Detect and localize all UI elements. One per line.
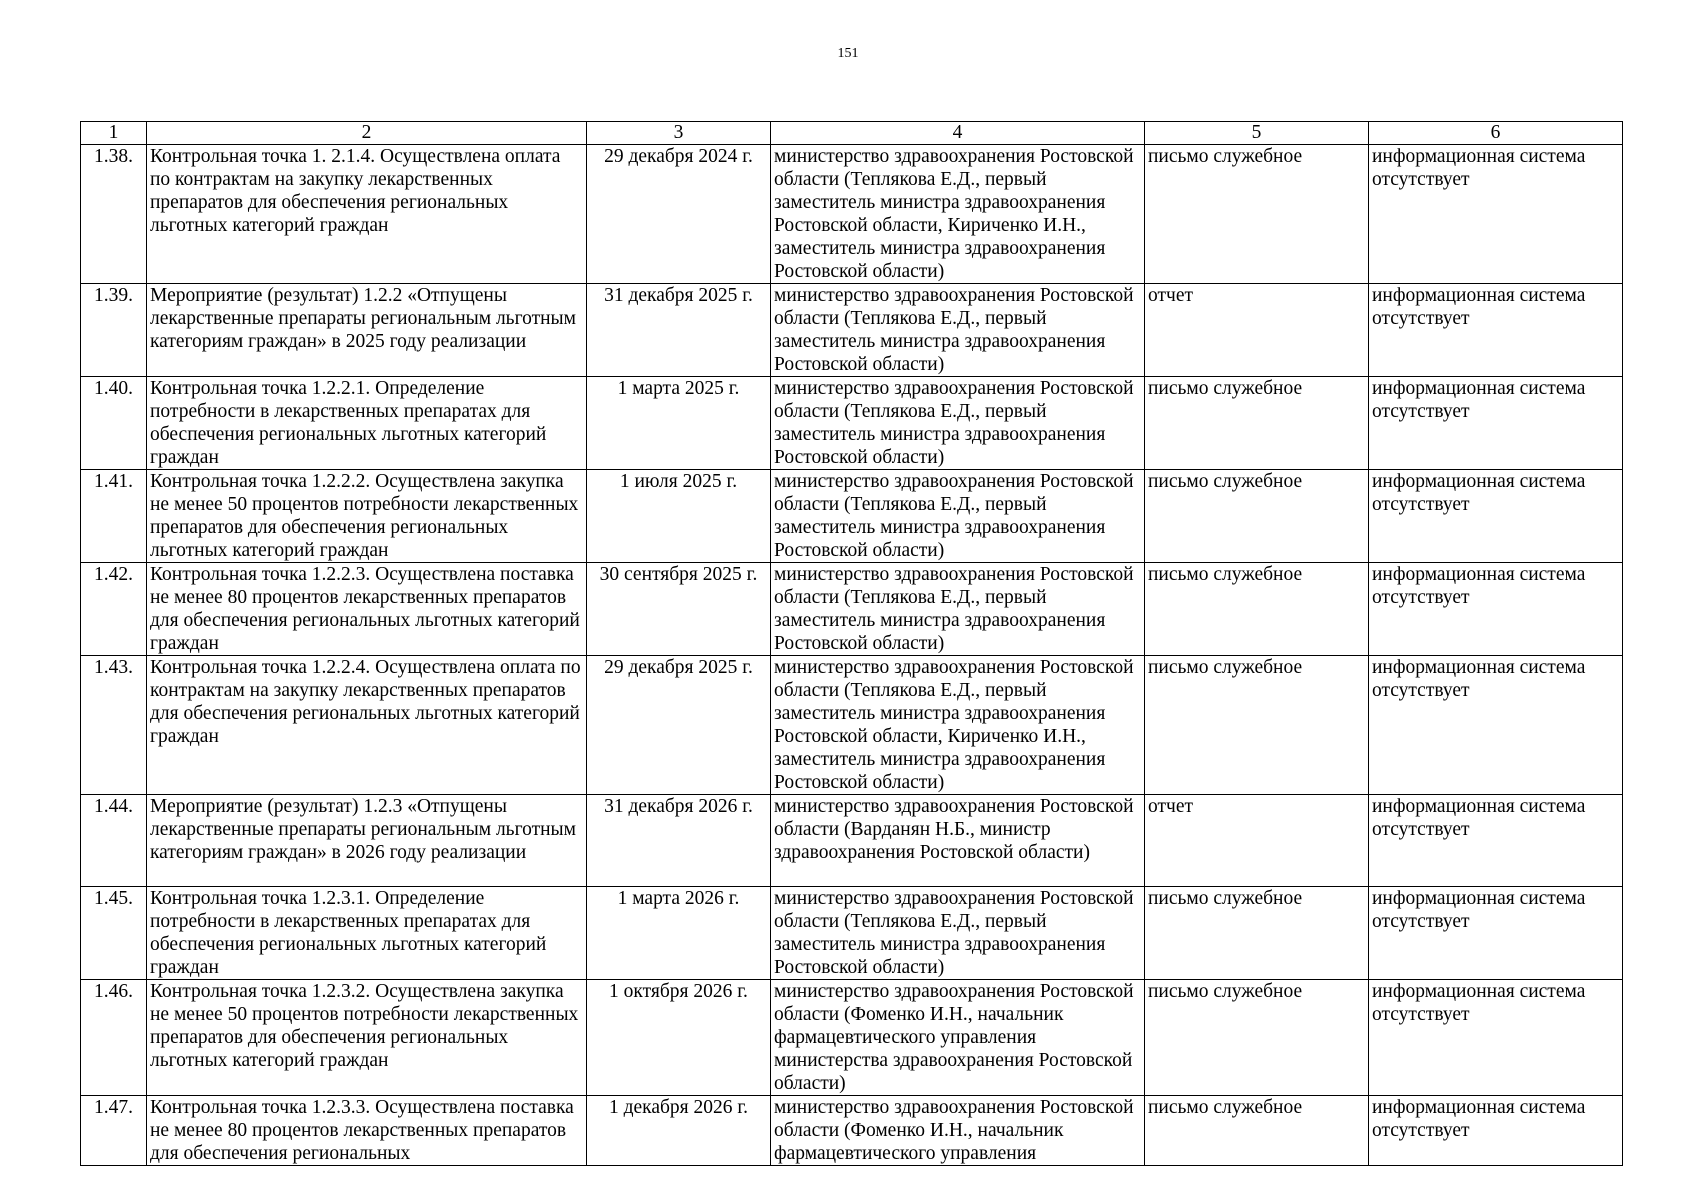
column-header: 1 (81, 122, 147, 145)
deadline-date: 30 сентября 2025 г. (587, 563, 771, 656)
row-number: 1.42. (81, 563, 147, 656)
responsible-party: министерство здравоохранения Ростовской области (Фоменко И.Н., начальник фармацевтического управления министерства здравоохранения Ростовской области) (771, 980, 1145, 1096)
responsible-party: министерство здравоохранения Ростовской области (Теплякова Е.Д., первый заместитель министра здравоохранения Ростовской области, Кириченко И.Н., заместитель министра здравоохранения Ростовской области) (771, 145, 1145, 284)
information-system: информационная система отсутствует (1369, 980, 1623, 1096)
table-row (81, 470, 1623, 563)
information-system: информационная система отсутствует (1369, 656, 1623, 795)
information-system: информационная система отсутствует (1369, 470, 1623, 563)
item-name: Контрольная точка 1.2.3.2. Осуществлена закупка не менее 50 процентов потребности лекарственных препаратов для обеспечения региональных льготных категорий граждан (147, 980, 587, 1096)
document-type: письмо служебное (1145, 377, 1369, 470)
table-row (81, 145, 1623, 284)
responsible-party: министерство здравоохранения Ростовской области (Теплякова Е.Д., первый заместитель министра здравоохранения Ростовской области) (771, 377, 1145, 470)
deadline-date: 1 июля 2025 г. (587, 470, 771, 563)
row-number: 1.39. (81, 284, 147, 377)
table-row (81, 284, 1623, 377)
table-header-row (81, 122, 1623, 145)
column-header: 4 (771, 122, 1145, 145)
document-type: письмо служебное (1145, 1096, 1369, 1166)
information-system: информационная система отсутствует (1369, 563, 1623, 656)
row-number: 1.40. (81, 377, 147, 470)
information-system: информационная система отсутствует (1369, 284, 1623, 377)
item-name: Мероприятие (результат) 1.2.3 «Отпущены лекарственные препараты региональным льготным категориям граждан» в 2026 году реализации (147, 795, 587, 887)
document-type: отчет (1145, 284, 1369, 377)
deadline-date: 29 декабря 2024 г. (587, 145, 771, 284)
item-name: Контрольная точка 1.2.2.3. Осуществлена поставка не менее 80 процентов лекарственных препаратов для обеспечения региональных льготных категорий граждан (147, 563, 587, 656)
deadline-date: 29 декабря 2025 г. (587, 656, 771, 795)
information-system: информационная система отсутствует (1369, 887, 1623, 980)
column-header: 5 (1145, 122, 1369, 145)
deadline-date: 1 марта 2025 г. (587, 377, 771, 470)
table-row (81, 887, 1623, 980)
column-header: 3 (587, 122, 771, 145)
table-row (81, 1096, 1623, 1166)
row-number: 1.41. (81, 470, 147, 563)
document-type: письмо служебное (1145, 145, 1369, 284)
document-type: письмо служебное (1145, 980, 1369, 1096)
table-row (81, 980, 1623, 1096)
page-number: 151 (837, 46, 859, 61)
item-name: Контрольная точка 1.2.2.4. Осуществлена оплата по контрактам на закупку лекарственных препаратов для обеспечения региональных льготных категорий граждан (147, 656, 587, 795)
table-row (81, 656, 1623, 795)
row-number: 1.43. (81, 656, 147, 795)
information-system: информационная система отсутствует (1369, 795, 1623, 887)
responsible-party: министерство здравоохранения Ростовской области (Теплякова Е.Д., первый заместитель министра здравоохранения Ростовской области, Кириченко И.Н., заместитель министра здравоохранения Ростовской области) (771, 656, 1145, 795)
item-name: Контрольная точка 1.2.3.1. Определение потребности в лекарственных препаратах для обеспечения региональных льготных категорий граждан (147, 887, 587, 980)
deadline-date: 1 марта 2026 г. (587, 887, 771, 980)
table-row (81, 563, 1623, 656)
row-number: 1.44. (81, 795, 147, 887)
document-type: письмо служебное (1145, 656, 1369, 795)
deadline-date: 1 декабря 2026 г. (587, 1096, 771, 1166)
responsible-party: министерство здравоохранения Ростовской области (Теплякова Е.Д., первый заместитель министра здравоохранения Ростовской области) (771, 563, 1145, 656)
information-system: информационная система отсутствует (1369, 1096, 1623, 1166)
row-number: 1.45. (81, 887, 147, 980)
document-type: письмо служебное (1145, 563, 1369, 656)
control-points-table (80, 121, 1623, 1166)
row-number: 1.38. (81, 145, 147, 284)
document-type: письмо служебное (1145, 470, 1369, 563)
table-row (81, 377, 1623, 470)
document-type: письмо служебное (1145, 887, 1369, 980)
item-name: Контрольная точка 1.2.2.2. Осуществлена закупка не менее 50 процентов потребности лекарственных препаратов для обеспечения региональных льготных категорий граждан (147, 470, 587, 563)
responsible-party: министерство здравоохранения Ростовской области (Теплякова Е.Д., первый заместитель министра здравоохранения Ростовской области) (771, 284, 1145, 377)
item-name: Контрольная точка 1. 2.1.4. Осуществлена оплата по контрактам на закупку лекарственных препаратов для обеспечения региональных льготных категорий граждан (147, 145, 587, 284)
responsible-party: министерство здравоохранения Ростовской области (Варданян Н.Б., министр здравоохранения Ростовской области) (771, 795, 1145, 887)
row-number: 1.46. (81, 980, 147, 1096)
deadline-date: 31 декабря 2025 г. (587, 284, 771, 377)
responsible-party: министерство здравоохранения Ростовской области (Фоменко И.Н., начальник фармацевтического управления (771, 1096, 1145, 1166)
information-system: информационная система отсутствует (1369, 377, 1623, 470)
deadline-date: 1 октября 2026 г. (587, 980, 771, 1096)
table-row (81, 795, 1623, 887)
item-name: Контрольная точка 1.2.2.1. Определение потребности в лекарственных препаратах для обеспечения региональных льготных категорий граждан (147, 377, 587, 470)
item-name: Контрольная точка 1.2.3.3. Осуществлена поставка не менее 80 процентов лекарственных препаратов для обеспечения региональных (147, 1096, 587, 1166)
document-type: отчет (1145, 795, 1369, 887)
column-header: 6 (1369, 122, 1623, 145)
information-system: информационная система отсутствует (1369, 145, 1623, 284)
responsible-party: министерство здравоохранения Ростовской области (Теплякова Е.Д., первый заместитель министра здравоохранения Ростовской области) (771, 887, 1145, 980)
column-header: 2 (147, 122, 587, 145)
responsible-party: министерство здравоохранения Ростовской области (Теплякова Е.Д., первый заместитель министра здравоохранения Ростовской области) (771, 470, 1145, 563)
item-name: Мероприятие (результат) 1.2.2 «Отпущены лекарственные препараты региональным льготным категориям граждан» в 2025 году реализации (147, 284, 587, 377)
deadline-date: 31 декабря 2026 г. (587, 795, 771, 887)
row-number: 1.47. (81, 1096, 147, 1166)
